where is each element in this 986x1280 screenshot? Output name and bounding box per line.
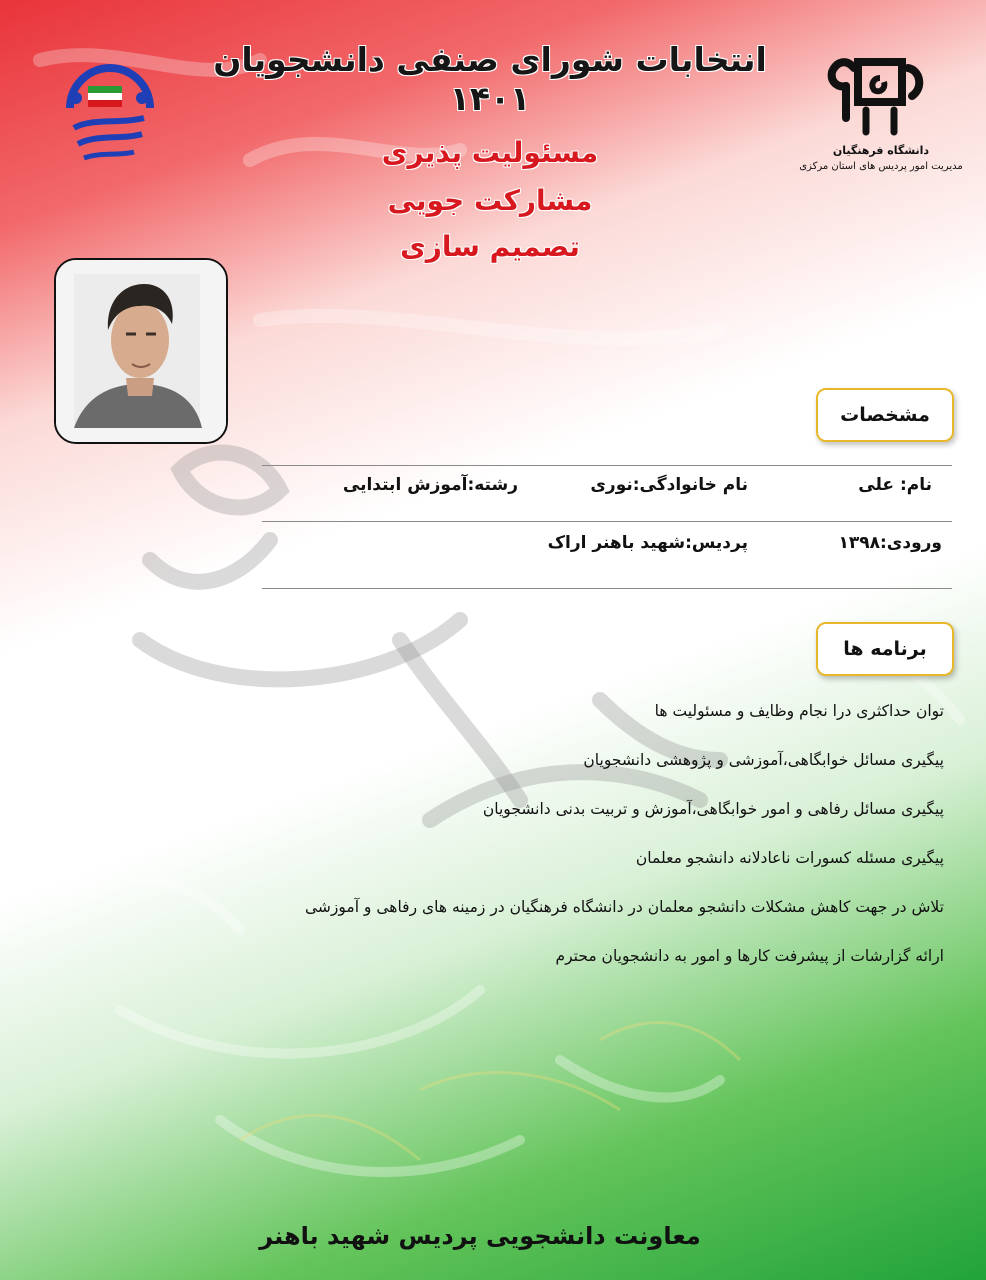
program-item: تلاش در جهت کاهش مشکلات دانشجو معلمان در دانشگاه فرهنگیان در زمینه های رفاهی و آموزشی bbox=[305, 898, 944, 916]
field-campus: پردیس:شهید باهنر اراک bbox=[547, 533, 748, 553]
university-name: دانشگاه فرهنگیان bbox=[832, 144, 930, 157]
university-logo bbox=[796, 48, 966, 188]
section-label-profile: مشخصات bbox=[816, 388, 954, 442]
university-subtitle: مدیریت امور پردیس های استان مرکزی bbox=[799, 161, 963, 172]
field-family-name: نام خانوادگی:نوری bbox=[590, 475, 748, 495]
section-label-programs: برنامه ها bbox=[816, 622, 954, 676]
field-major: رشته:آموزش ابتدایی bbox=[342, 475, 518, 495]
divider bbox=[262, 588, 952, 589]
program-item: پیگیری مسئله کسورات ناعادلانه دانشجو معلمان bbox=[635, 849, 944, 867]
program-item: ارائه گزارشات از پیشرفت کارها و امور به دانشجویان محترم bbox=[555, 947, 944, 965]
footer-text: معاونت دانشجویی پردیس شهید باهنر bbox=[259, 1222, 701, 1250]
main-title: انتخابات شورای صنفی دانشجویان ۱۴۰۱ bbox=[213, 40, 767, 118]
slogan-2: مشارکت جویی bbox=[387, 184, 593, 217]
candidate-photo bbox=[54, 258, 228, 444]
divider bbox=[262, 465, 952, 466]
university-emblem-icon bbox=[796, 48, 966, 144]
program-item: توان حداکثری درا نجام وظایف و مسئولیت ها bbox=[654, 702, 944, 720]
slogan-1: مسئولیت پذیری bbox=[381, 136, 599, 169]
program-item: پیگیری مسائل رفاهی و امور خوابگاهی،آموزش و تربیت بدنی دانشجویان bbox=[482, 800, 944, 818]
field-entry-year: ورودی:۱۳۹۸ bbox=[838, 533, 942, 553]
field-name: نام: علی bbox=[858, 475, 932, 495]
election-logo bbox=[60, 58, 160, 168]
program-item: پیگیری مسائل خوابگاهی،آموزشی و پژوهشی دانشجویان bbox=[583, 751, 944, 769]
slogan-3: تصمیم سازی bbox=[400, 230, 580, 263]
divider bbox=[262, 521, 952, 522]
